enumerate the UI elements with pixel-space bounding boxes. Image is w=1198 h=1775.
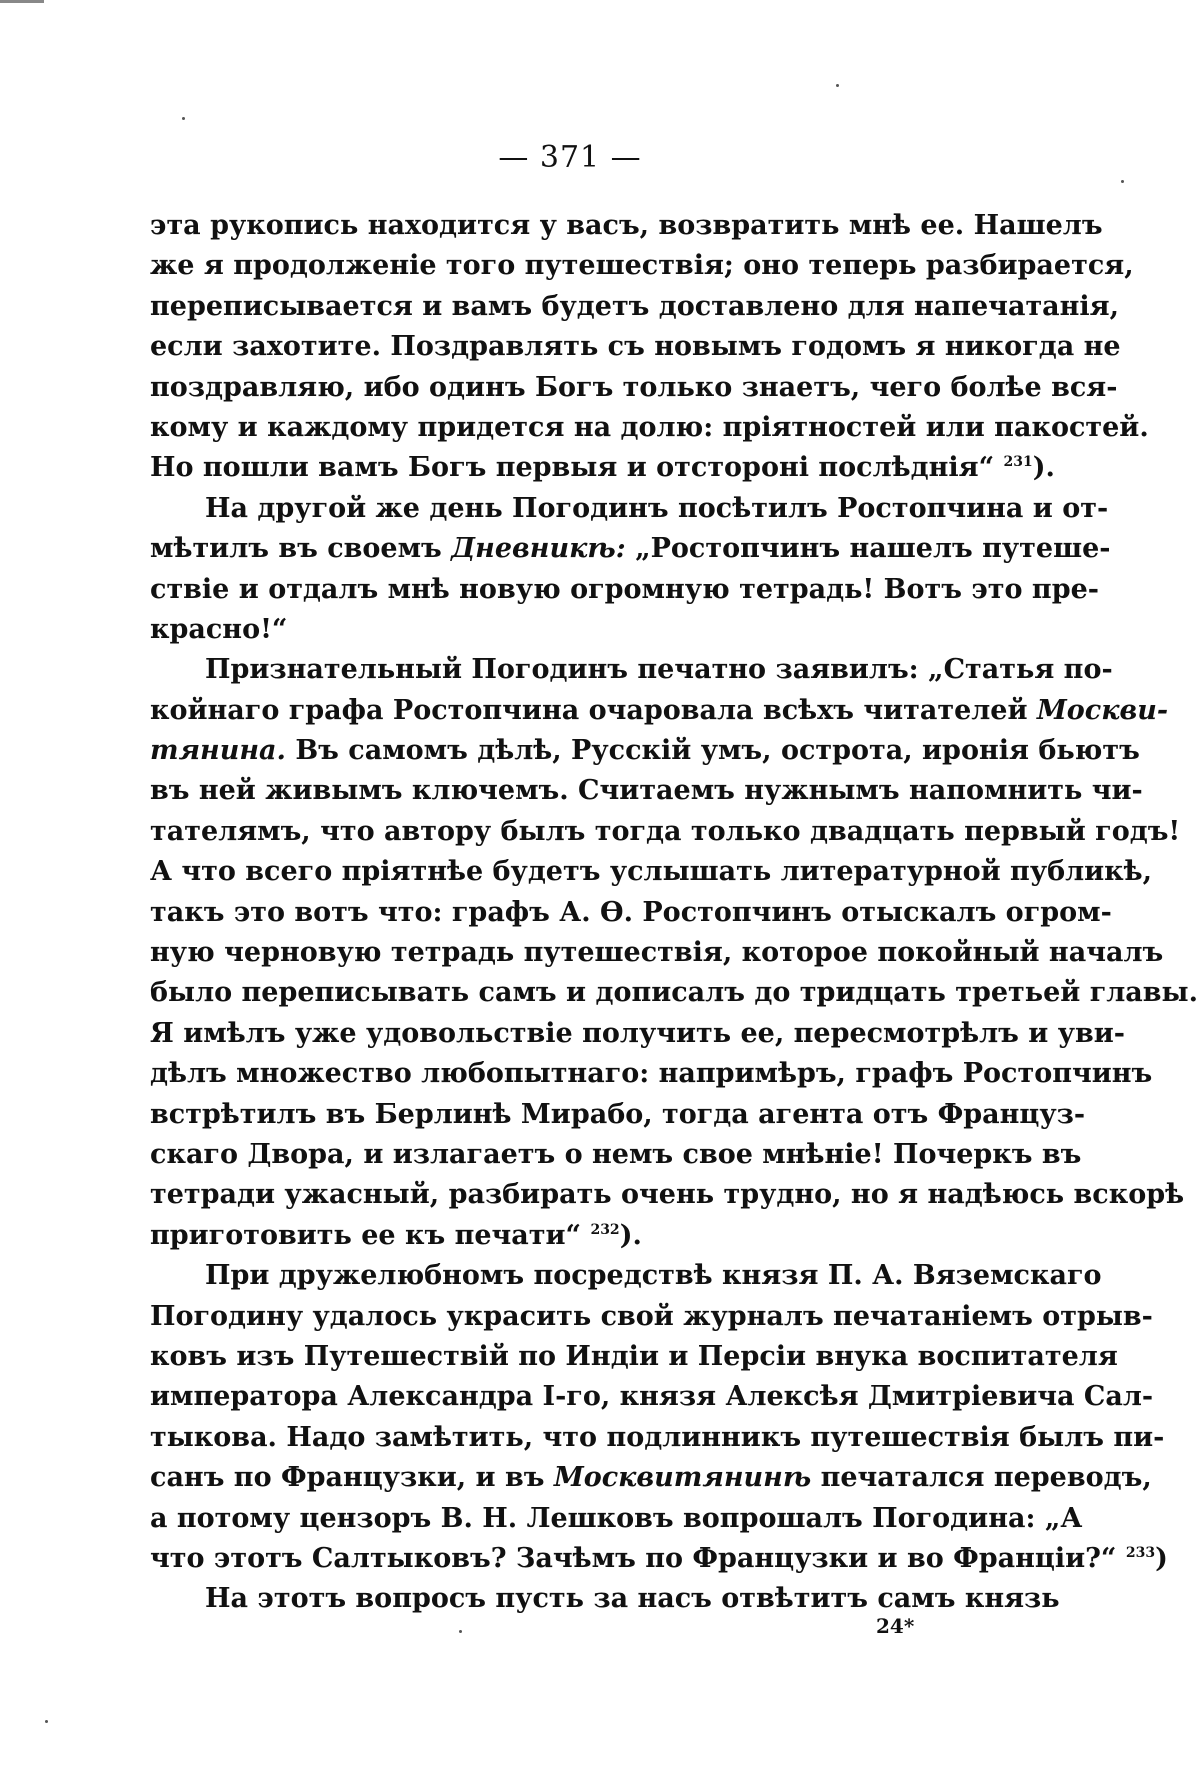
scan-speck	[182, 117, 185, 120]
line-text: койнаго графа Ростопчина очаровала всѣхъ читателей	[150, 694, 1037, 726]
body-text	[150, 206, 1198, 1620]
text-line: было переписывать самъ и дописалъ до тридцать третьей главы.	[150, 977, 1198, 1009]
text-line: тыкова. Надо замѣтить, что подлинникъ путешествія былъ пи-	[150, 1421, 1165, 1453]
paragraph-start: На этотъ вопросъ пусть за насъ отвѣтитъ самъ князь	[205, 1583, 1060, 1615]
text-line: красно!“	[150, 613, 288, 645]
line-text: приготовить ее къ печати“	[150, 1219, 591, 1251]
text-line	[150, 1216, 980, 1256]
paragraph-start: Признательный Погодинъ печатно заявилъ: „Статья по-	[205, 654, 1113, 686]
text-line	[150, 529, 1111, 569]
footnote-ref: 231	[1003, 454, 1033, 471]
line-text: печатался переводъ,	[811, 1462, 1152, 1494]
text-line: эта рукопись находится у васъ, возвратить мнѣ ее. Нашелъ	[150, 210, 1103, 241]
text-line: ную черновую тетрадь путешествія, которое покойный началъ	[150, 937, 1164, 969]
text-line: тателямъ, что автору былъ тогда только двадцать первый годъ!	[150, 815, 1181, 847]
text-line: въ ней живымъ ключемъ. Считаемъ нужнымъ напомнить чи-	[150, 775, 1143, 807]
scan-speck	[836, 84, 839, 87]
text-line: Погодину удалось украсить свой журналъ печатаніемъ отрыв-	[150, 1300, 1153, 1332]
text-line: А что всего пріятнѣе будетъ услышать литературной публикѣ,	[150, 856, 1153, 888]
italic-title: тянина.	[150, 735, 286, 767]
paragraph-start: При дружелюбномъ посредствѣ князя П. А. Вяземскаго	[205, 1260, 1102, 1292]
text-line: такъ это вотъ что: графъ А. Ѳ. Ростопчинъ отыскалъ огром-	[150, 896, 1112, 928]
scan-speck	[45, 1720, 48, 1723]
line-text: )	[1155, 1542, 1168, 1574]
footnote-ref: 233	[1125, 1544, 1156, 1561]
italic-title: Дневникѣ:	[451, 533, 626, 565]
scan-corner-mark	[0, 0, 44, 3]
text-line: если захотите. Поздравлять съ новымъ годомъ я никогда не	[150, 331, 1121, 363]
italic-title: Москвитянинѣ	[553, 1462, 812, 1494]
scan-speck	[459, 1630, 462, 1633]
line-text: „Ростопчинъ нашелъ путеше-	[625, 533, 1111, 565]
text-line: встрѣтилъ въ Берлинѣ Мирабо, тогда агента отъ Француз-	[150, 1098, 1086, 1130]
text-line: ствіе и отдалъ мнѣ новую огромную тетрадь! Вотъ это пре-	[150, 573, 1099, 605]
italic-title: Москви-	[1036, 694, 1169, 726]
text-line	[150, 448, 1055, 488]
line-text: что этотъ Салтыковъ? Зачѣмъ по Французки и во Франціи?“	[150, 1542, 1126, 1574]
text-line: а потому цензоръ В. Н. Лешковъ вопрошалъ Погодина: „А	[150, 1502, 1083, 1534]
text-line: ковъ изъ Путешествій по Индіи и Персіи внука воспитателя	[150, 1340, 1118, 1372]
text-line: императора Александра I-го, князя Алексѣя Дмитріевича Сал-	[150, 1381, 1154, 1413]
signature-mark: 24*	[876, 1614, 915, 1638]
text-line	[150, 1458, 1152, 1498]
text-line: кому и каждому придется на долю: пріятностей или пакостей.	[150, 411, 1149, 443]
paragraph-start: На другой же день Погодинъ посѣтилъ Ростопчина и от-	[205, 492, 1109, 524]
text-line: Я имѣлъ уже удовольствіе получить ее, пересмотрѣлъ и уви-	[150, 1017, 1125, 1049]
text-line: поздравляю, ибо одинъ Богъ только знаетъ, чего болѣе вся-	[150, 371, 1118, 403]
line-text: ).	[1032, 452, 1055, 484]
text-line: скаго Двора, и излагаетъ о немъ свое мнѣніе! Почеркъ въ	[150, 1138, 1082, 1170]
text-line	[150, 1539, 1168, 1579]
page-number: — 371 —	[498, 140, 642, 175]
text-line	[150, 731, 1140, 771]
text-line: же я продолженіе того путешествія; оно теперь разбирается,	[150, 250, 1134, 282]
footnote-ref: 232	[590, 1221, 620, 1238]
text-line: тетради ужасный, разбирать очень трудно, но я надѣюсь вскорѣ	[150, 1179, 1185, 1211]
text-line: дѣлъ множество любопытнаго: напримѣръ, графъ Ростопчинъ	[150, 1058, 1153, 1090]
line-text: Въ самомъ дѣлѣ, Русскій умъ, острота, иронія бьютъ	[285, 735, 1140, 767]
text-line: переписывается и вамъ будетъ доставлено для напечатанія,	[150, 290, 1120, 322]
line-text: ).	[619, 1219, 642, 1251]
text-line	[150, 691, 1169, 731]
line-text: Но пошли вамъ Богъ первыя и отстороні послѣднія“	[150, 452, 1004, 484]
scan-speck	[1121, 180, 1124, 183]
line-text: санъ по Французки, и въ	[150, 1462, 554, 1494]
line-text: мѣтилъ въ своемъ	[150, 533, 452, 565]
